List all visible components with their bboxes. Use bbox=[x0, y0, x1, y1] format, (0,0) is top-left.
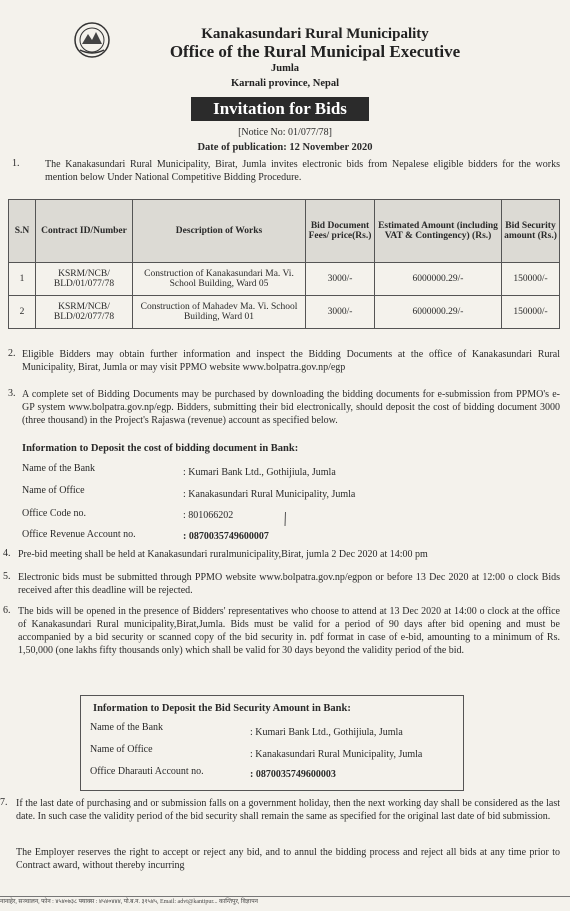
item-5-text: Electronic bids must be submitted through PPMO website www.bolpatra.gov.np/egpon or before 13 Dec 2020 at 12:00 o clock Bids received after this deadline will be rejected. bbox=[18, 572, 560, 596]
cell-contract-id: KSRM/NCB/ BLD/01/077/78 bbox=[36, 263, 133, 296]
deposit-security-office-value: : Kanakasundari Rural Municipality, Jumla bbox=[250, 749, 423, 760]
deposit-security-bank-value: : Kumari Bank Ltd., Gothijiula, Jumla bbox=[250, 727, 403, 738]
deposit-doc-office-value: : Kanakasundari Rural Municipality, Jumla bbox=[183, 489, 356, 500]
cell-estimate: 6000000.29/- bbox=[375, 263, 502, 296]
header-security: Bid Security amount (Rs.) bbox=[502, 200, 560, 263]
item-6-text: The bids will be opened in the presence of Bidders' representatives who choose to attend at 13 Dec 2020 at 14:00 o clock at the office of Kanakasundari Rural municipality,Birat,Jumla. Bids must be valid for a period of 90 days after bid opening and must be accompanied by a bid security or scanned copy of the bid security in. pdf format in case of e-bid, amounting to a minimum of Rs. 1,50,000 (one lakhs fifty thousands only) which shall be valid for 30 days beyond the validity period of the bid. bbox=[18, 606, 560, 656]
deposit-doc-title: Information to Deposit the cost of bidding document in Bank: bbox=[22, 443, 299, 454]
item-2-text: Eligible Bidders may obtain further information and inspect the Bidding Documents at the office of Kanakasundari Rural Municipality, Birat, Jumla or may visit PPMO website www.bolpatra.gov.np/egp bbox=[22, 349, 560, 373]
deposit-doc-code-value: : 801066202 bbox=[183, 510, 234, 521]
municipality-name: Kanakasundari Rural Municipality bbox=[201, 26, 429, 42]
item-8-text: The Employer reserves the right to accept or reject any bid, and to annul the bidding process and reject all bids at any time prior to Contract award, without thereby incurring bbox=[16, 847, 560, 871]
item-4-text: Pre-bid meeting shall be held at Kanakasundari ruralmunicipality,Birat, jumla 2 Dec 2020 at 14:00 pm bbox=[18, 549, 428, 560]
bids-table bbox=[8, 199, 560, 329]
item-7-text: If the last date of purchasing and or submission falls on a government holiday, then the next working day shall be considered as the last date. In such case the validity period of the bid security shall remain the same as specified for the original last date of bid submission. bbox=[16, 798, 560, 822]
item-number-3: 3. bbox=[8, 388, 16, 399]
item-number-2: 2. bbox=[8, 348, 16, 359]
title-banner: Invitation for Bids bbox=[191, 97, 369, 121]
deposit-security-title: Information to Deposit the Bid Security Amount in Bank: bbox=[93, 703, 351, 714]
deposit-security-office-label: Name of Office bbox=[90, 744, 153, 755]
item-number-6: 6. bbox=[3, 605, 11, 616]
header-sn: S.N bbox=[9, 200, 36, 263]
item-number-1: 1. bbox=[12, 158, 20, 169]
item-1-text: The Kanakasundari Rural Municipality, Birat, Jumla invites electronic bids from Nepalese eligible bidders for the works mention below Under National Competitive Bidding Procedure. bbox=[45, 159, 560, 183]
deposit-doc-bank-label: Name of the Bank bbox=[22, 463, 96, 474]
table-row bbox=[9, 263, 560, 296]
cell-contract-id: KSRM/NCB/ BLD/02/077/78 bbox=[36, 296, 133, 329]
deposit-security-bank-label: Name of the Bank bbox=[90, 722, 164, 733]
office-name: Office of the Rural Municipal Executive bbox=[169, 42, 461, 61]
item-number-5: 5. bbox=[3, 571, 11, 582]
deposit-doc-bank-value: : Kumari Bank Ltd., Gothijiula, Jumla bbox=[183, 467, 336, 478]
cell-security: 150000/- bbox=[502, 263, 560, 296]
ink-mark bbox=[284, 512, 287, 526]
header-estimate: Estimated Amount (including VAT & Contingency) (Rs.) bbox=[375, 200, 502, 263]
cell-fee: 3000/- bbox=[306, 296, 375, 329]
table-row bbox=[9, 296, 560, 329]
deposit-doc-account-label: Office Revenue Account no. bbox=[22, 529, 136, 540]
cell-fee: 3000/- bbox=[306, 263, 375, 296]
publication-date: Date of publication: 12 November 2020 bbox=[197, 142, 373, 153]
header-description: Description of Works bbox=[133, 200, 306, 263]
item-number-4: 4. bbox=[3, 548, 11, 559]
item-number-7: 7. bbox=[0, 797, 8, 808]
district: Jumla bbox=[270, 63, 299, 74]
deposit-doc-office-label: Name of Office bbox=[22, 485, 85, 496]
deposit-doc-code-label: Office Code no. bbox=[22, 508, 86, 519]
deposit-security-account-value: : 0870035749600003 bbox=[250, 769, 336, 780]
deposit-security-account-label: Office Dharauti Account no. bbox=[90, 766, 204, 777]
header-fee: Bid Document Fees/ price(Rs.) bbox=[306, 200, 375, 263]
item-3-text: A complete set of Bidding Documents may be purchased by downloading the bidding documents for e-submission from PPMO's e-GP system www.bolpatra.gov.np/egp. Bidders, submitting their bid electronically, should deposit the cost of bidding document 3000 (three thousand) in the Project's Rajaswa (revenue) account as specified below. bbox=[22, 389, 560, 426]
deposit-doc-account-value: : 0870035749600007 bbox=[183, 531, 269, 542]
header-contract-id: Contract ID/Number bbox=[36, 200, 133, 263]
cell-security: 150000/- bbox=[502, 296, 560, 329]
province: Karnali province, Nepal bbox=[230, 78, 339, 89]
cell-sn: 2 bbox=[9, 296, 36, 329]
cell-description: Construction of Mahadev Ma. Vi. School Building, Ward 01 bbox=[133, 296, 306, 329]
notice-number: [Notice No: 01/077/78] bbox=[238, 127, 332, 138]
cell-sn: 1 bbox=[9, 263, 36, 296]
cell-estimate: 6000000.29/- bbox=[375, 296, 502, 329]
footer-strip: नानाहेर, सञ्चालन, फोन : ४५४०७३८ फ्याक्स : ४५४०४४४, पो.ब.न. ३१५४५, Email: advt@kantipur... कान्तिपुर, विज्ञापन bbox=[0, 896, 570, 911]
cell-description: Construction of Kanakasundari Ma. Vi. School Building, Ward 05 bbox=[133, 263, 306, 296]
table-header-row bbox=[9, 200, 560, 263]
